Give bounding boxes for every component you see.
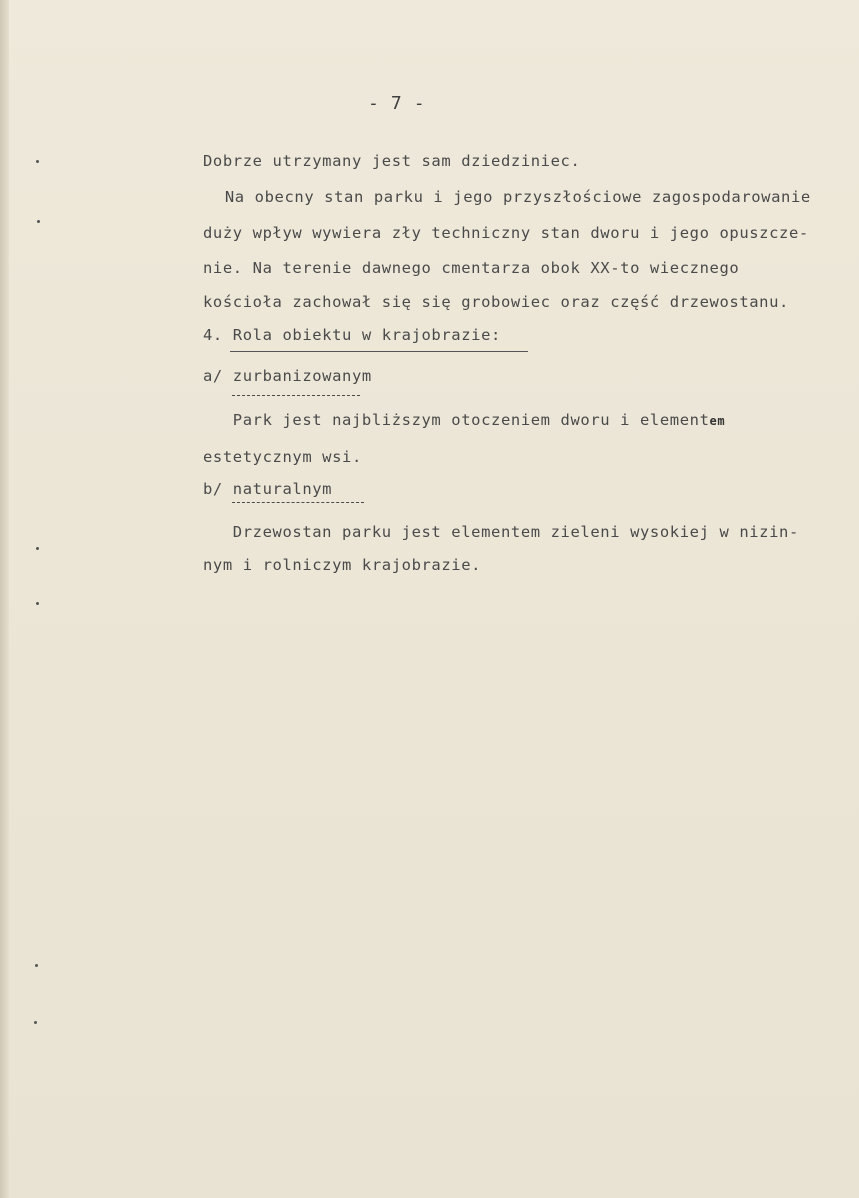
- punch-mark: [34, 1021, 37, 1024]
- subsection-b-underline: [232, 502, 364, 503]
- heading-underline: [230, 351, 528, 352]
- punch-mark: [36, 160, 39, 163]
- punch-mark: [36, 602, 39, 605]
- punch-mark: [36, 547, 39, 550]
- text-line-12: nym i rolniczym krajobrazie.: [203, 556, 482, 574]
- text-line-5: kościoła zachował się się grobowiec oraz część drzewostanu.: [203, 293, 789, 311]
- text-line-3: duży wpływ wywiera zły techniczny stan dworu i jego opuszcze-: [203, 224, 809, 242]
- section-heading: 4. Rola obiektu w krajobrazie:: [203, 326, 501, 344]
- handwritten-correction: em: [709, 414, 726, 428]
- text-line-11: Drzewostan parku jest elementem zieleni wysokiej w nizin-: [203, 523, 799, 541]
- text-line-8: Park jest najbliższym otoczeniem dworu i elementem: [203, 411, 726, 429]
- subsection-a-underline: [232, 395, 360, 396]
- page-edge-shadow: [0, 0, 9, 1198]
- subsection-b: b/ naturalnym: [203, 480, 333, 498]
- punch-mark: [37, 220, 40, 223]
- subsection-a: a/ zurbanizowanym: [203, 367, 372, 385]
- page-number: - 7 -: [368, 93, 426, 114]
- punch-mark: [35, 964, 38, 967]
- text-line-4: nie. Na terenie dawnego cmentarza obok XX-to wiecznego: [203, 259, 740, 277]
- text-line-1: Dobrze utrzymany jest sam dziedziniec.: [203, 152, 581, 170]
- text-line-9: estetycznym wsi.: [203, 448, 362, 466]
- text-line-2: Na obecny stan parku i jego przyszłościowe zagospodarowanie: [205, 188, 811, 206]
